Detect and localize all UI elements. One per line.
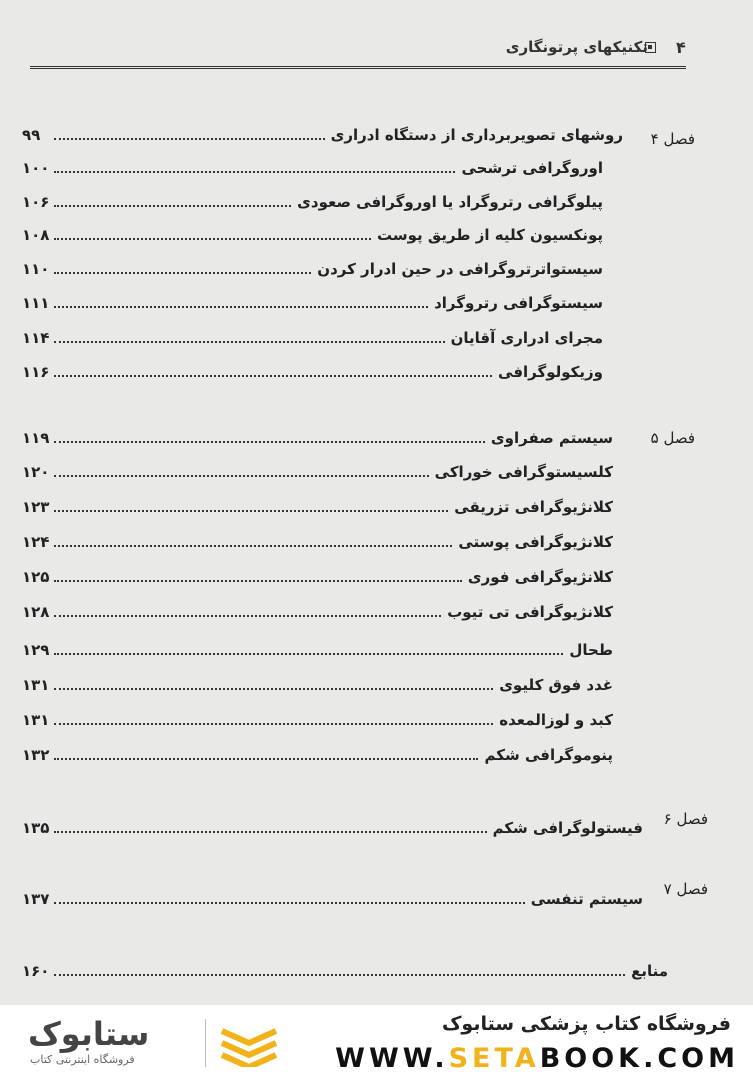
toc-entry-page: ۱۲۴ — [22, 533, 50, 551]
chapter-label: فصل ۷ — [663, 880, 708, 898]
toc-entry-page: ۱۰۰ — [22, 159, 50, 177]
toc-entry[interactable] — [22, 529, 613, 553]
toc-entry-page: ۱۲۳ — [22, 498, 50, 516]
toc-entry-title: کلانژیوگرافی تی تیوب — [447, 603, 613, 621]
dot-leader — [54, 205, 291, 207]
toc-entry-title: کلانژیوگرافی فوری — [467, 568, 613, 586]
toc-entry[interactable] — [22, 494, 613, 518]
toc-entry-page: ۱۳۱ — [22, 711, 50, 729]
dot-leader — [54, 688, 493, 690]
toc-entry-title: روشهای تصویربرداری از دستگاه ادراری — [330, 126, 623, 144]
toc-entry-title: سیستوگرافی رتروگراد — [434, 294, 603, 312]
shop-name: فروشگاه کتاب پزشکی ستابوک — [441, 1013, 731, 1035]
toc-entry-page: ۱۲۸ — [22, 603, 50, 621]
toc-entry-page: ۱۲۹ — [22, 641, 50, 659]
dot-leader — [54, 723, 493, 725]
logo-divider — [205, 1019, 206, 1067]
dot-leader — [54, 831, 487, 833]
toc-entry[interactable] — [22, 425, 613, 449]
toc-entry-page: ۱۳۲ — [22, 746, 50, 764]
toc-entry-title: طحال — [569, 641, 613, 659]
toc-entry[interactable] — [22, 122, 623, 146]
toc-entry-page: ۱۲۰ — [22, 463, 50, 481]
toc-entry-title: کلانژیوگرافی پوستی — [458, 533, 613, 551]
website-url[interactable] — [335, 1043, 739, 1074]
toc-entry-page: ۱۱۹ — [22, 429, 50, 447]
url-suffix: BOOK.COM — [539, 1043, 739, 1074]
toc-entry-title: پیلوگرافی رتروگراد یا اوروگرافی صعودی — [297, 193, 603, 211]
toc-entry[interactable] — [22, 564, 613, 588]
dot-leader — [54, 580, 462, 582]
toc-entry-page: ۱۱۶ — [22, 363, 50, 381]
url-prefix: WWW. — [335, 1043, 449, 1074]
toc-entry-page: ۱۳۱ — [22, 676, 50, 694]
dot-leader — [54, 138, 325, 140]
toc-entry[interactable] — [22, 958, 668, 982]
toc-entry[interactable] — [22, 359, 603, 383]
toc-entry-page: ۹۹ — [22, 126, 41, 144]
toc-entry[interactable] — [22, 325, 603, 349]
toc-entry[interactable] — [22, 742, 613, 766]
toc-entry[interactable] — [22, 637, 613, 661]
dot-leader — [54, 341, 445, 343]
dot-leader — [54, 902, 525, 904]
dot-leader — [54, 171, 455, 173]
toc-entry-title: کبد و لوزالمعده — [499, 711, 613, 729]
chapter-label: فصل ۵ — [650, 429, 695, 447]
dot-leader — [54, 238, 371, 240]
toc-entry-title: اوروگرافی ترشحی — [461, 159, 603, 177]
dot-leader — [54, 475, 429, 477]
url-highlight: SETA — [448, 1043, 540, 1074]
dot-leader — [54, 510, 448, 512]
toc-entry[interactable] — [22, 707, 613, 731]
logo-wordmark: ستابوک — [28, 1015, 150, 1053]
toc-entry-title: مجرای ادراری آقایان — [450, 329, 603, 347]
toc-entry-page: ۱۶۰ — [22, 962, 50, 980]
toc-entry[interactable] — [22, 189, 603, 213]
toc-entry[interactable] — [22, 256, 603, 280]
toc-entry-page: ۱۳۵ — [22, 819, 50, 837]
page-number: ۴ — [676, 38, 686, 57]
dot-leader — [54, 615, 441, 617]
dot-leader — [54, 653, 563, 655]
toc-entry-page: ۱۲۵ — [22, 568, 50, 586]
toc-entry-title: کلسیستوگرافی خوراکی — [434, 463, 613, 481]
book-stack-logo-icon — [218, 1023, 280, 1067]
toc-entry[interactable] — [22, 222, 603, 246]
toc-entry-title: سیستواترتروگرافی در حین ادرار کردن — [317, 260, 603, 278]
dot-leader — [54, 545, 452, 547]
store-footer-banner — [0, 1005, 753, 1079]
toc-entry-page: ۱۱۰ — [22, 260, 50, 278]
toc-entry-title: فیستولوگرافی شکم — [492, 819, 643, 837]
toc-entry-title: پنوموگرافی شکم — [484, 746, 613, 764]
logo-tagline: فروشگاه اینترنتی کتاب — [30, 1053, 135, 1066]
header-rule — [30, 66, 686, 69]
toc-entry-title: سیستم صفراوی — [490, 429, 613, 447]
dot-leader — [54, 375, 492, 377]
chapter-label: فصل ۶ — [663, 810, 708, 828]
dot-leader — [54, 758, 478, 760]
toc-entry-page: ۱۰۶ — [22, 193, 50, 211]
dot-leader — [54, 441, 485, 443]
toc-entry[interactable] — [22, 886, 643, 910]
toc-entry[interactable] — [22, 599, 613, 623]
toc-entry-title: پونکسیون کلیه از طریق پوست — [377, 226, 603, 244]
toc-entry-title: منابع — [631, 962, 668, 980]
dot-leader — [54, 272, 311, 274]
toc-entry-page: ۱۱۴ — [22, 329, 50, 347]
toc-entry[interactable] — [22, 815, 643, 839]
toc-entry-page: ۱۳۷ — [22, 890, 50, 908]
chapter-label: فصل ۴ — [650, 130, 695, 148]
toc-entry[interactable] — [22, 290, 603, 314]
running-title: تکنیکهای پرتونگاری — [505, 38, 648, 56]
toc-entry-title: کلانژیوگرافی تزریقی — [454, 498, 613, 516]
toc-entry-title: غدد فوق کلیوی — [499, 676, 613, 694]
toc-entry[interactable] — [22, 672, 613, 696]
toc-entry-title: سیستم تنفسی — [530, 890, 643, 908]
toc-entry-page: ۱۰۸ — [22, 226, 50, 244]
toc-entry[interactable] — [22, 155, 603, 179]
toc-entry-page: ۱۱۱ — [22, 294, 50, 312]
toc-entry[interactable] — [22, 459, 613, 483]
dot-leader — [54, 974, 625, 976]
toc-entry-title: وزیکولوگرافی — [498, 363, 603, 381]
dot-leader — [54, 306, 428, 308]
